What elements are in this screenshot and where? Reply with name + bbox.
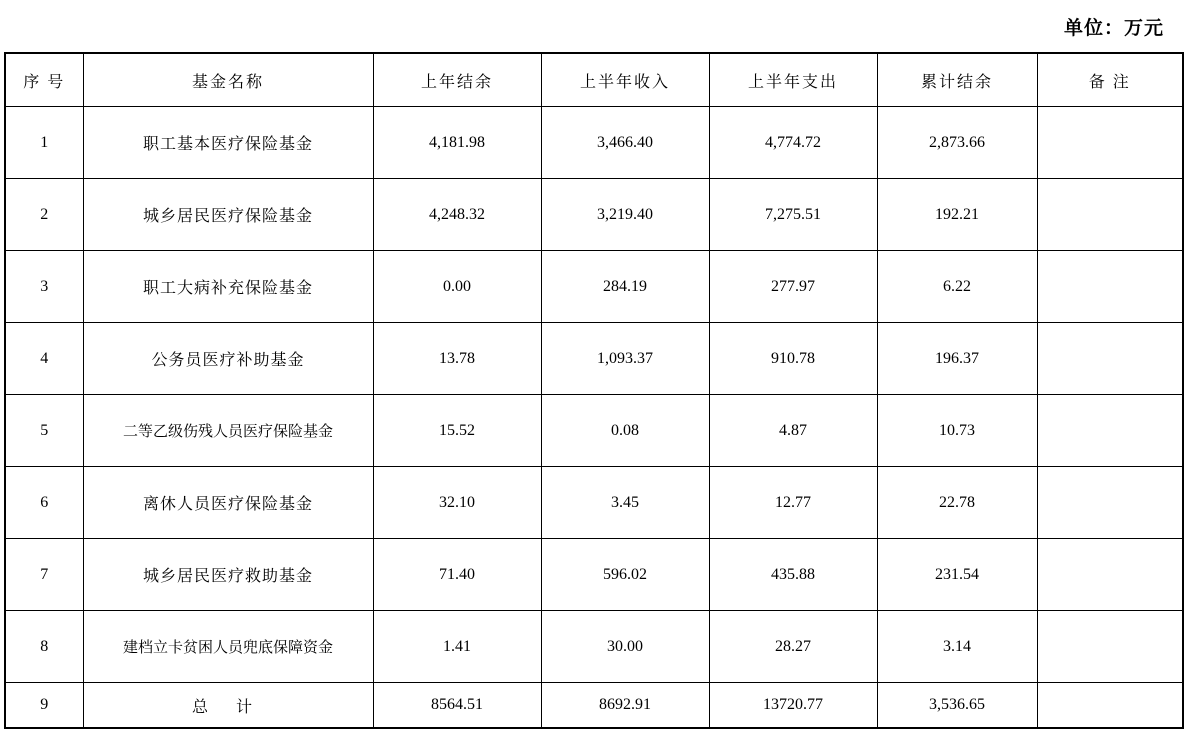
row-remark: [1037, 323, 1183, 395]
column-header-no: 序 号: [5, 53, 83, 107]
row-expenditure: 7,275.51: [709, 179, 877, 251]
row-remark: [1037, 395, 1183, 467]
row-cumulative: 231.54: [877, 539, 1037, 611]
row-remark: [1037, 251, 1183, 323]
row-income: 30.00: [541, 611, 709, 683]
table-row: [5, 179, 1183, 251]
row-no: 6: [5, 467, 83, 539]
row-remark: [1037, 611, 1183, 683]
row-cumulative: 2,873.66: [877, 107, 1037, 179]
total-prev-balance: 8564.51: [373, 683, 541, 729]
row-prev-balance: 4,248.32: [373, 179, 541, 251]
row-no: 8: [5, 611, 83, 683]
row-fund-name: 职工基本医疗保险基金: [83, 107, 373, 179]
row-cumulative: 192.21: [877, 179, 1037, 251]
row-fund-name: 职工大病补充保险基金: [83, 251, 373, 323]
table-total-row: [5, 683, 1183, 729]
table-row: [5, 611, 1183, 683]
row-cumulative: 22.78: [877, 467, 1037, 539]
row-fund-name: 公务员医疗补助基金: [83, 323, 373, 395]
row-income: 596.02: [541, 539, 709, 611]
column-header-income: 上半年收入: [541, 53, 709, 107]
total-row-no: 9: [5, 683, 83, 729]
row-income: 0.08: [541, 395, 709, 467]
row-prev-balance: 13.78: [373, 323, 541, 395]
row-prev-balance: 15.52: [373, 395, 541, 467]
row-expenditure: 4,774.72: [709, 107, 877, 179]
row-cumulative: 6.22: [877, 251, 1037, 323]
row-no: 2: [5, 179, 83, 251]
unit-note-line: [0, 0, 1186, 52]
row-remark: [1037, 539, 1183, 611]
table-row: [5, 251, 1183, 323]
row-expenditure: 12.77: [709, 467, 877, 539]
column-header-expenditure: 上半年支出: [709, 53, 877, 107]
row-income: 3,219.40: [541, 179, 709, 251]
total-expenditure: 13720.77: [709, 683, 877, 729]
row-fund-name: 离休人员医疗保险基金: [83, 467, 373, 539]
row-prev-balance: 4,181.98: [373, 107, 541, 179]
row-prev-balance: 1.41: [373, 611, 541, 683]
table-header: [5, 53, 1183, 107]
row-prev-balance: 0.00: [373, 251, 541, 323]
row-income: 1,093.37: [541, 323, 709, 395]
row-fund-name: 二等乙级伤残人员医疗保险基金: [83, 395, 373, 467]
unit-note: 单位：万元: [1063, 17, 1164, 39]
row-no: 7: [5, 539, 83, 611]
row-no: 5: [5, 395, 83, 467]
row-no: 4: [5, 323, 83, 395]
table-row: [5, 107, 1183, 179]
row-no: 3: [5, 251, 83, 323]
table-row: [5, 323, 1183, 395]
row-expenditure: 435.88: [709, 539, 877, 611]
total-row-label: 总 计: [83, 683, 373, 729]
row-remark: [1037, 467, 1183, 539]
column-header-fund-name: 基金名称: [83, 53, 373, 107]
table-row: [5, 539, 1183, 611]
row-expenditure: 4.87: [709, 395, 877, 467]
row-fund-name: 建档立卡贫困人员兜底保障资金: [83, 611, 373, 683]
row-prev-balance: 32.10: [373, 467, 541, 539]
row-no: 1: [5, 107, 83, 179]
row-prev-balance: 71.40: [373, 539, 541, 611]
table-row: [5, 395, 1183, 467]
total-income: 8692.91: [541, 683, 709, 729]
row-income: 3.45: [541, 467, 709, 539]
fund-balance-table: [4, 52, 1184, 729]
total-remark: [1037, 683, 1183, 729]
row-expenditure: 277.97: [709, 251, 877, 323]
row-fund-name: 城乡居民医疗救助基金: [83, 539, 373, 611]
row-remark: [1037, 179, 1183, 251]
row-cumulative: 196.37: [877, 323, 1037, 395]
row-cumulative: 10.73: [877, 395, 1037, 467]
column-header-prev-balance: 上年结余: [373, 53, 541, 107]
header-row: [5, 53, 1183, 107]
table-body: [5, 107, 1183, 729]
row-income: 3,466.40: [541, 107, 709, 179]
table-row: [5, 467, 1183, 539]
row-cumulative: 3.14: [877, 611, 1037, 683]
row-income: 284.19: [541, 251, 709, 323]
column-header-cumulative: 累计结余: [877, 53, 1037, 107]
row-fund-name: 城乡居民医疗保险基金: [83, 179, 373, 251]
total-cumulative: 3,536.65: [877, 683, 1037, 729]
column-header-remark: 备 注: [1037, 53, 1183, 107]
row-remark: [1037, 107, 1183, 179]
row-expenditure: 28.27: [709, 611, 877, 683]
row-expenditure: 910.78: [709, 323, 877, 395]
